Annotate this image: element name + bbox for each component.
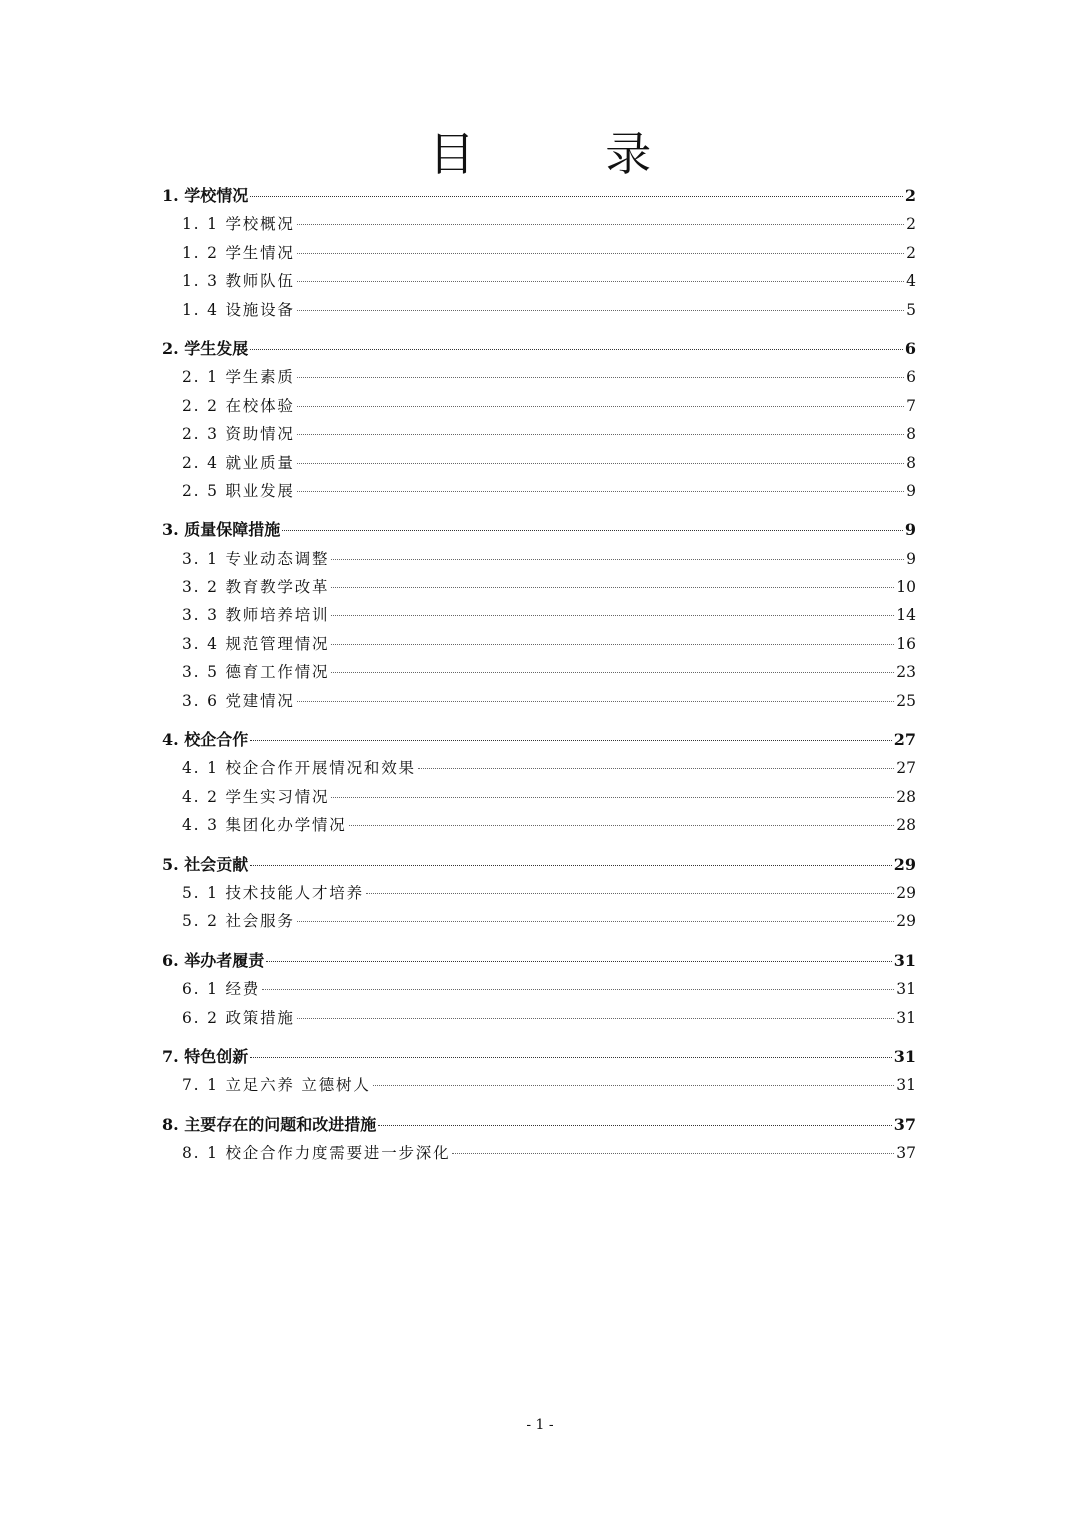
toc-subsection-entry[interactable] [162,267,916,295]
toc-dot-leader [297,921,895,922]
toc-subsection-entry[interactable] [162,545,916,573]
toc-entry-label: 2. 2 在校体验 [182,396,295,415]
toc-entry-page: 27 [893,730,916,750]
toc-entry-label: 6. 2 政策措施 [182,1008,295,1027]
toc-dot-leader [297,281,904,282]
toc-entry-label: 3. 2 教育教学改革 [182,578,330,597]
toc-subsection-entry[interactable] [162,658,916,686]
toc-entry-page: 2 [906,243,916,262]
toc-entry-label: 2. 3 资助情况 [182,425,295,444]
toc-dot-leader [331,587,894,588]
toc-section-entry[interactable] [162,335,916,363]
toc-dot-leader [297,406,904,407]
toc-dot-leader [373,1085,895,1086]
toc-entry-label: 1. 3 教师队伍 [182,272,295,291]
toc-entry-label: 2. 1 学生素质 [182,368,295,387]
toc-dot-leader [297,463,904,464]
toc-section-entry[interactable] [162,851,916,879]
toc-section-entry[interactable] [162,1043,916,1071]
toc-entry-page: 29 [896,912,916,931]
toc-subsection-entry[interactable] [162,477,916,505]
toc-entry-label: 1. 1 学校概况 [182,215,295,234]
toc-dot-leader [297,434,904,435]
toc-subsection-entry[interactable] [162,1004,916,1032]
toc-entry-page: 37 [893,1114,916,1134]
toc-section-entry[interactable] [162,1111,916,1139]
toc-dot-leader [331,644,894,645]
toc-entry-page: 29 [896,883,916,902]
toc-subsection-entry[interactable] [162,1071,916,1099]
toc-entry-label: 7. 特色创新 [162,1046,249,1066]
toc-subsection-entry[interactable] [162,363,916,391]
toc-entry-page: 31 [896,1008,916,1027]
toc-entry-page: 31 [896,980,916,999]
toc-subsection-entry[interactable] [162,573,916,601]
toc-dot-leader [297,310,904,311]
toc-dot-leader [418,768,894,769]
toc-entry-page: 8 [906,425,916,444]
toc-entry-page: 28 [896,787,916,806]
toc-dot-leader [250,196,903,197]
toc-dot-leader [349,825,895,826]
toc-subsection-entry[interactable] [162,754,916,782]
toc-entry-label: 1. 4 设施设备 [182,300,295,319]
toc-dot-leader [297,701,895,702]
toc-entry-label: 4. 校企合作 [162,730,249,750]
table-of-contents [162,176,916,1168]
toc-entry-label: 4. 1 校企合作开展情况和效果 [182,759,416,778]
toc-dot-leader [297,491,904,492]
toc-entry-label: 3. 1 专业动态调整 [182,549,330,568]
toc-subsection-entry[interactable] [162,879,916,907]
toc-dot-leader [297,377,904,378]
toc-dot-leader [331,672,894,673]
toc-subsection-entry[interactable] [162,210,916,238]
toc-entry-page: 6 [906,368,916,387]
toc-subsection-entry[interactable] [162,239,916,267]
toc-dot-leader [366,893,894,894]
toc-entry-page: 4 [906,272,916,291]
toc-subsection-entry[interactable] [162,811,916,839]
toc-entry-page: 5 [906,300,916,319]
toc-dot-leader [297,1018,895,1019]
toc-entry-page: 9 [906,549,916,568]
toc-dot-leader [452,1153,894,1154]
toc-entry-label: 7. 1 立足六养 立德树人 [182,1076,371,1095]
toc-subsection-entry[interactable] [162,687,916,715]
toc-subsection-entry[interactable] [162,449,916,477]
toc-subsection-entry[interactable] [162,392,916,420]
toc-entry-label: 4. 3 集团化办学情况 [182,816,347,835]
toc-entry-label: 6. 1 经费 [182,980,261,999]
toc-entry-label: 5. 社会贡献 [162,854,249,874]
toc-dot-leader [250,349,903,350]
toc-subsection-entry[interactable] [162,1139,916,1167]
toc-entry-page: 29 [893,854,916,874]
toc-entry-label: 2. 学生发展 [162,338,249,358]
toc-entry-label: 3. 3 教师培养培训 [182,606,330,625]
toc-entry-page: 37 [896,1144,916,1163]
toc-entry-label: 6. 举办者履责 [162,950,265,970]
toc-subsection-entry[interactable] [162,630,916,658]
toc-dot-leader [282,530,903,531]
toc-subsection-entry[interactable] [162,601,916,629]
toc-subsection-entry[interactable] [162,783,916,811]
toc-entry-label: 3. 5 德育工作情况 [182,663,330,682]
toc-entry-page: 14 [896,606,916,625]
toc-entry-page: 9 [904,520,916,540]
toc-dot-leader [250,865,891,866]
toc-dot-leader [331,559,904,560]
toc-entry-page: 27 [896,759,916,778]
toc-entry-label: 5. 1 技术技能人才培养 [182,883,364,902]
toc-subsection-entry[interactable] [162,420,916,448]
toc-dot-leader [250,740,891,741]
toc-dot-leader [378,1125,891,1126]
toc-entry-label: 3. 质量保障措施 [162,520,281,540]
toc-entry-page: 31 [893,950,916,970]
toc-dot-leader [297,224,904,225]
toc-dot-leader [331,797,894,798]
toc-entry-label: 2. 4 就业质量 [182,453,295,472]
toc-dot-leader [262,989,894,990]
toc-subsection-entry[interactable] [162,975,916,1003]
toc-section-entry[interactable] [162,947,916,975]
toc-section-entry[interactable] [162,726,916,754]
toc-entry-page: 25 [896,691,916,710]
toc-entry-label: 3. 4 规范管理情况 [182,634,330,653]
toc-entry-label: 1. 学校情况 [162,186,249,205]
toc-entry-page: 6 [904,338,916,358]
toc-entry-label: 2. 5 职业发展 [182,481,295,500]
page-title: 目 录 [428,127,710,181]
toc-entry-page: 2 [906,215,916,234]
toc-entry-page: 9 [906,481,916,500]
toc-entry-page: 2 [904,186,916,205]
toc-section-entry[interactable] [162,182,916,210]
toc-entry-label: 8. 主要存在的问题和改进措施 [162,1114,377,1134]
toc-entry-label: 4. 2 学生实习情况 [182,787,330,806]
toc-entry-page: 16 [896,634,916,653]
toc-entry-page: 23 [896,663,916,682]
toc-entry-label: 5. 2 社会服务 [182,912,295,931]
toc-dot-leader [250,1057,891,1058]
toc-dot-leader [331,615,894,616]
toc-entry-page: 28 [896,816,916,835]
toc-entry-page: 31 [893,1046,916,1066]
toc-entry-label: 3. 6 党建情况 [182,691,295,710]
toc-dot-leader [266,961,891,962]
toc-entry-label: 1. 2 学生情况 [182,243,295,262]
toc-subsection-entry[interactable] [162,296,916,324]
toc-dot-leader [297,253,904,254]
page-number: - 1 - [526,1417,554,1433]
toc-entry-page: 31 [896,1076,916,1095]
toc-section-entry[interactable] [162,516,916,544]
toc-entry-page: 8 [906,453,916,472]
toc-entry-page: 7 [906,396,916,415]
toc-entry-label: 8. 1 校企合作力度需要进一步深化 [182,1144,451,1163]
toc-entry-page: 10 [896,578,916,597]
toc-subsection-entry[interactable] [162,907,916,935]
